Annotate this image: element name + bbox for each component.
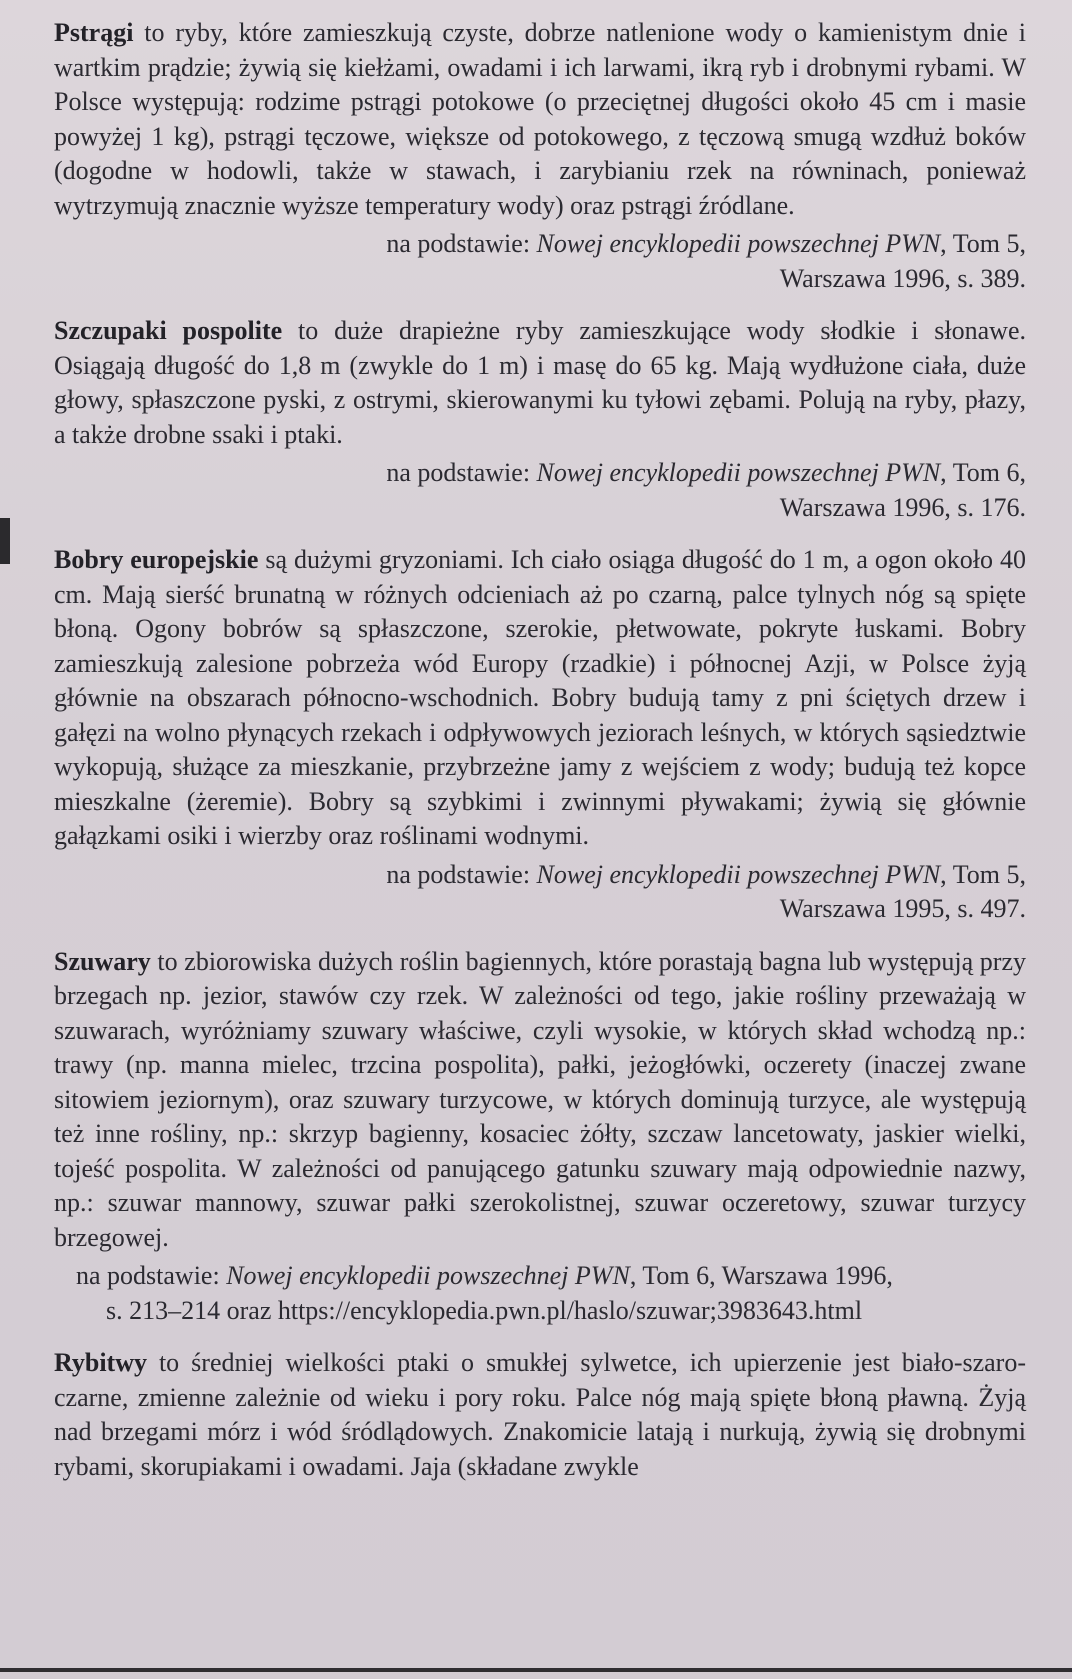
source-line-1 [54, 858, 1026, 893]
page-edge-mark [0, 518, 10, 564]
entry-text: to zbiorowiska dużych roślin bagiennych, które porastają bagna lub występują przy brzegach np. jezior, stawów czy rzek. W zależności od tego, jakie rośliny przeważają w szuwarach, wyróżniamy szuwary właściwe, czyli wysokie, w których skład wchodzą np.: trawy (np. manna mielec, trzcina pospolita), pałki, jeżogłówki, oczerety (inaczej zwane sitowiem jeziornym), oraz szuwary turzycowe, w których dominują turzyce, ale występują też inne rośliny, np.: skrzyp bagienny, kosaciec żółty, szczaw lancetowaty, jaskier wielki, tojeść pospolita. W zależności od panującego gatunku szuwary mają odpowiednie nazwy, np.: szuwar mannowy, szuwar pałki szerokolistnej, szuwar oczeretowy, szuwar turzycy brzegowej. [54, 946, 1026, 1252]
entry-term: Szuwary [54, 946, 151, 976]
entry-source [54, 227, 1026, 296]
source-suffix: , Tom 5, [940, 229, 1026, 258]
source-line-1 [54, 456, 1026, 491]
entry-paragraph [54, 945, 1026, 1256]
document-content [54, 16, 1026, 1502]
source-line-2: s. 213–214 oraz https://encyklopedia.pwn.pl/haslo/szuwar;3983643.html [106, 1295, 863, 1325]
entry-text: są dużymi gryzoniami. Ich ciało osiąga długość do 1 m, a ogon około 40 cm. Mają sierść brunatną w różnych odcieniach aż po czarną, palce tylnych nóg są spięte błoną. Ogony bobrów są spłaszczone, szerokie, płetwowate, pokryte łuskami. Bobry zamieszkują zalesione pobrzeża wód Europy (rzadkie) i północnej Azji, w Polsce żyją głównie na obszarach północno-wschodnich. Bobry budują tamy z pni ściętych drzew i gałęzi na wolno płynących rzekach i odpływowych jeziorach leśnych, w których sąsiedztwie wykopują, służące za mieszkanie, przybrzeżne jamy z wejściem z wody; budują też kopce mieszkalne (żeremie). Bobry są szybkimi i zwinnymi pływakami; żywią się głównie gałązkami osiki i wierzby oraz roślinami wodnymi. [54, 545, 1026, 850]
source-prefix: na podstawie: [386, 229, 537, 258]
source-line-2: Warszawa 1996, s. 176. [779, 492, 1026, 522]
entry-text: to ryby, które zamieszkują czyste, dobrze natlenione wody o kamienistym dnie i wartkim prądzie; żywią się kiełżami, owadami i ich larwami, ikrą ryb i drobnymi rybami. W Polsce występują: rodzime pstrągi potokowe (o przeciętnej długości około 45 cm i masie powyżej 1 kg), pstrągi tęczowe, większe od potokowego, z tęczową smugą wzdłuż boków (dogodne w hodowli, także w stawach, i zarybianiu rzek na równinach, ponieważ wytrzymują znacznie wyższe temperatury wody) oraz pstrągi źródlane. [54, 18, 1026, 220]
source-work-title: Nowej encyklopedii powszechnej PWN [536, 458, 941, 487]
entry-paragraph [54, 1346, 1026, 1484]
entry-paragraph [54, 543, 1026, 854]
entry-szuwary [54, 945, 1026, 1329]
source-line-2: Warszawa 1995, s. 497. [779, 894, 1026, 923]
entry-term: Bobry europejskie [54, 545, 259, 574]
source-suffix: , Tom 6, Warszawa 1996, [629, 1261, 893, 1290]
source-prefix: na podstawie: [76, 1261, 227, 1290]
source-work-title: Nowej encyklopedii powszechnej PWN [536, 229, 941, 258]
entry-term: Rybitwy [54, 1348, 147, 1377]
entry-term: Pstrągi [54, 18, 134, 47]
source-prefix: na podstawie: [386, 458, 537, 487]
entry-rybitwy [54, 1346, 1026, 1484]
entry-szczupaki [54, 314, 1026, 525]
entry-paragraph [54, 314, 1026, 452]
source-work-title: Nowej encyklopedii powszechnej PWN [536, 859, 941, 889]
page-bottom-rule [0, 1668, 1072, 1672]
entry-text: to średniej wielkości ptaki o smukłej sylwetce, ich upierzenie jest biało-szaro-czarne, zmienne zależnie od wieku i pory roku. Palce nóg mają spięte błoną pławną. Żyją nad brzegami mórz i wód śródlądowych. Znakomicie latają i nurkują, żywią się drobnymi rybami, skorupiakami i owadami. Jaja (składane zwykle [54, 1348, 1026, 1481]
source-prefix: na podstawie: [386, 859, 537, 889]
source-suffix: , Tom 5, [940, 859, 1026, 889]
entry-text: to duże drapieżne ryby zamieszkujące wody słodkie i słonawe. Osiągają długość do 1,8 m (zwykle do 1 m) i masę do 65 kg. Mają wydłużone ciała, duże głowy, spłaszczone pyski, z ostrymi, skierowanymi ku tyłowi zębami. Polują na ryby, płazy, a także drobne ssaki i ptaki. [54, 316, 1026, 449]
entry-source [54, 456, 1026, 525]
entry-paragraph [54, 16, 1026, 223]
entry-pstragi [54, 16, 1026, 296]
entry-source [54, 858, 1026, 927]
source-line-1 [76, 1259, 1026, 1294]
source-work-title: Nowej encyklopedii powszechnej PWN [226, 1261, 630, 1290]
entry-source [54, 1259, 1026, 1328]
entry-bobry [54, 543, 1026, 927]
source-line-1 [54, 227, 1026, 262]
entry-term: Szczupaki pospolite [54, 316, 283, 345]
source-suffix: , Tom 6, [940, 458, 1026, 487]
source-line-2: Warszawa 1996, s. 389. [779, 263, 1026, 293]
